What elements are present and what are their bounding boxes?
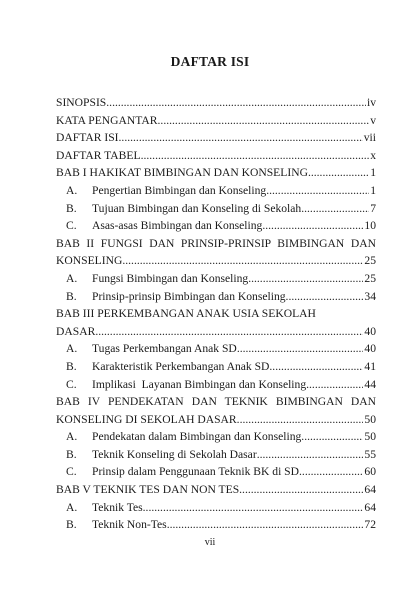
- dot-leader: [143, 499, 364, 517]
- dot-leader: [301, 200, 369, 218]
- dot-leader: [269, 358, 363, 376]
- page-title: DAFTAR ISI: [170, 54, 250, 69]
- toc-page-number: 25: [364, 254, 376, 268]
- dot-leader: [286, 288, 364, 306]
- toc-entry-kata-pengantar: [56, 112, 376, 130]
- toc-page-number: 64: [364, 483, 376, 497]
- toc-entry-daftar-tabel: [56, 147, 376, 165]
- dot-leader: [122, 252, 363, 270]
- toc-entry-text: SINOPSIS: [56, 96, 107, 109]
- toc-chapter-4-line-1: [56, 393, 376, 411]
- toc-chapter-2-line-1: [56, 235, 376, 253]
- toc-entry-text: Implikasi Layanan Bimbingan dan Konseling: [92, 377, 307, 391]
- toc-entry-text: Tugas Perkembangan Anak SD: [92, 342, 237, 356]
- toc-entry-text: KONSELING DI SEKOLAH DASAR: [56, 412, 237, 426]
- dot-leader: [119, 129, 363, 147]
- toc-subentry: [56, 182, 376, 200]
- dot-leader: [158, 112, 370, 130]
- dot-leader: [301, 428, 363, 446]
- toc-page-number: 72: [364, 518, 376, 532]
- toc-subentry: [56, 376, 376, 394]
- toc-entry-text: Prinsip-prinsip Bimbingan dan Konseling: [92, 289, 286, 303]
- toc-entry-text: Karakteristik Perkembangan Anak SD: [92, 359, 270, 373]
- toc-chapter-3-line-2: [56, 323, 376, 341]
- dot-leader: [257, 446, 364, 464]
- toc-subentry: [56, 463, 376, 481]
- toc-page-number: 41: [364, 359, 376, 373]
- toc-entry-text: Tujuan Bimbingan dan Konseling di Sekolah: [92, 201, 302, 215]
- toc-entry-text: Pendekatan dalam Bimbingan dan Konseling: [92, 430, 302, 444]
- dot-leader: [106, 94, 366, 112]
- dot-leader: [262, 217, 363, 235]
- toc-subentry-label: C.: [66, 377, 77, 391]
- toc-subentry-label: B.: [66, 201, 77, 215]
- dot-leader: [308, 164, 369, 182]
- toc-entry-text: Pengertian Bimbingan dan Konseling: [92, 183, 267, 197]
- toc-page-number: 50: [364, 430, 376, 444]
- toc-entry-text: Teknik Konseling di Sekolah Dasar: [92, 447, 257, 461]
- toc-subentry-label: A.: [66, 342, 78, 356]
- toc-subentry-label: A.: [66, 430, 78, 444]
- toc-page-number: 40: [364, 342, 376, 356]
- toc-entry-sinopsis: [56, 94, 376, 112]
- toc-page-number: iv: [366, 96, 376, 109]
- toc-page-number: 50: [364, 412, 376, 426]
- toc-entry-text: Asas-asas Bimbingan dan Konseling: [92, 219, 263, 233]
- dot-leader: [239, 481, 363, 499]
- toc-subentry-label: C.: [66, 219, 77, 233]
- toc-chapter-3-line-1: [56, 305, 376, 323]
- toc-entry-text: KONSELING: [56, 254, 123, 268]
- dot-leader: [266, 182, 369, 200]
- toc-page-number: vii: [363, 131, 376, 145]
- toc-page-number: 1: [370, 166, 376, 180]
- toc-subentry-label: B.: [66, 359, 77, 373]
- toc-subentry-label: A.: [66, 500, 78, 514]
- toc-page-number: 34: [364, 289, 376, 303]
- toc-entry-text: BAB III PERKEMBANGAN ANAK USIA SEKOLAH: [56, 307, 316, 321]
- toc-page-number: x: [370, 148, 376, 162]
- dot-leader: [306, 376, 363, 394]
- toc-entry-daftar-isi: [56, 129, 376, 147]
- toc-page-number: 10: [364, 219, 376, 233]
- toc-page-number: 1: [370, 183, 376, 197]
- toc-page-number: 25: [364, 271, 376, 285]
- toc-subentry: [56, 270, 376, 288]
- toc-entry-text: BAB V TEKNIK TES DAN NON TES: [56, 483, 240, 497]
- toc-entry-text: Teknik Non-Tes: [92, 518, 167, 532]
- toc-page-number: 55: [364, 447, 376, 461]
- toc-chapter-5: [56, 481, 376, 499]
- toc-entry-text: Prinsip dalam Penggunaan Teknik BK di SD: [92, 465, 300, 479]
- toc-page-number: 60: [364, 465, 376, 479]
- toc-subentry: [56, 340, 376, 358]
- toc-subentry: [56, 446, 376, 464]
- toc-entry-text: DAFTAR TABEL: [56, 148, 141, 162]
- toc-subentry-label: B.: [66, 289, 77, 303]
- toc-page-number: 44: [364, 377, 376, 391]
- dot-leader: [248, 270, 363, 288]
- toc-subentry-label: B.: [66, 447, 77, 461]
- toc-entry-text: BAB II FUNGSI DAN PRINSIP-PRINSIP BIMBINGAN DAN: [56, 236, 376, 250]
- toc-subentry: [56, 358, 376, 376]
- page-number-footer: vii: [204, 537, 216, 548]
- toc-entry-text: BAB IV PENDEKATAN DAN TEKNIK BIMBINGAN DAN: [56, 395, 376, 409]
- toc-page-number: v: [370, 113, 376, 127]
- toc-entry-text: DAFTAR ISI: [56, 131, 119, 145]
- toc-subentry: [56, 499, 376, 517]
- toc-entry-text: Fungsi Bimbingan dan Konseling: [92, 271, 249, 285]
- toc-page-number: 7: [370, 201, 376, 215]
- toc-subentry: [56, 288, 376, 306]
- toc-subentry-label: A.: [66, 271, 78, 285]
- toc-subentry: [56, 516, 376, 534]
- toc-subentry-label: B.: [66, 518, 77, 532]
- toc-subentry-label: A.: [66, 183, 78, 197]
- toc-entry-text: KATA PENGANTAR: [56, 113, 158, 127]
- toc-page-number: 64: [364, 500, 376, 514]
- toc-subentry: [56, 428, 376, 446]
- toc-chapter-4-line-2: [56, 411, 376, 429]
- dot-leader: [237, 411, 364, 429]
- toc-entry-text: DASAR: [56, 324, 96, 338]
- toc-page-number: 40: [364, 324, 376, 338]
- toc-chapter-2-line-2: [56, 252, 376, 270]
- dot-leader: [141, 147, 370, 165]
- dot-leader: [95, 323, 363, 341]
- dot-leader: [167, 516, 364, 534]
- dot-leader: [237, 340, 364, 358]
- toc-subentry: [56, 200, 376, 218]
- toc-chapter-1: [56, 164, 376, 182]
- toc-subentry: [56, 217, 376, 235]
- dot-leader: [299, 463, 363, 481]
- toc-entry-text: Teknik Tes: [92, 500, 143, 514]
- toc-subentry-label: C.: [66, 465, 77, 479]
- toc-entry-text: BAB I HAKIKAT BIMBINGAN DAN KONSELING: [56, 166, 308, 180]
- table-of-contents: [56, 94, 376, 534]
